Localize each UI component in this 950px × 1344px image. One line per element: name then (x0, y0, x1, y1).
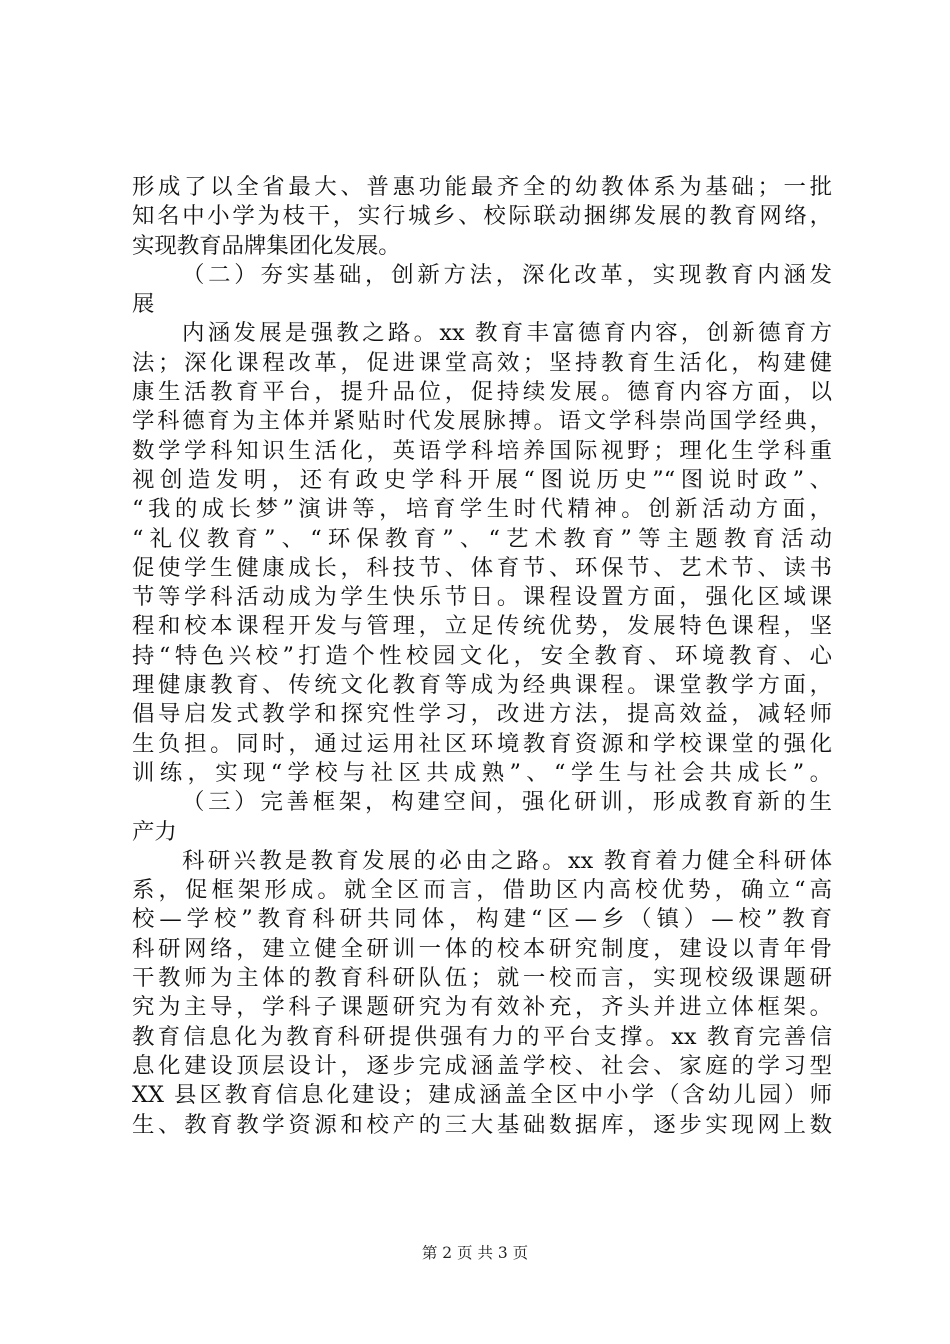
text-line: 知名中小学为枝干，实行城乡、校际联动捆绑发展的教育网络， (132, 203, 832, 230)
text-line: 康生活教育平台，提升品位，促持续发展。德育内容方面，以 (132, 379, 832, 406)
text-line: 促使学生健康成长，科技节、体育节、环保节、艺术节、读书 (132, 554, 832, 581)
text-line: 持“特色兴校”打造个性校园文化，安全教育、环境教育、心 (132, 642, 832, 669)
text-line: 法；深化课程改革，促进课堂高效；坚持教育生活化，构建健 (132, 349, 832, 376)
text-line: 倡导启发式教学和探究性学习，改进方法，提高效益，减轻师 (132, 701, 832, 728)
text-line: “我的成长梦”演讲等，培育学生时代精神。创新活动方面， (132, 496, 832, 523)
text-line: （三）完善框架，构建空间，强化研训，形成教育新的生 (182, 789, 832, 816)
text-line: 形成了以全省最大、普惠功能最齐全的幼教体系为基础；一批 (132, 174, 832, 200)
text-line: XX 县区教育信息化建设；建成涵盖全区中小学（含幼儿园）师 (132, 1082, 832, 1109)
text-line: 产力 (132, 818, 177, 845)
text-line: 究为主导，学科子课题研究为有效补充，齐头并进立体框架。 (132, 994, 832, 1021)
text-line: 息化建设顶层设计，逐步完成涵盖学校、社会、家庭的学习型 (132, 1052, 832, 1079)
text-line: 科研兴教是教育发展的必由之路。xx 教育着力健全科研体 (182, 847, 832, 874)
text-line: 理健康教育、传统文化教育等成为经典课程。课堂教学方面， (132, 672, 832, 699)
text-line: “礼仪教育”、“环保教育”、“艺术教育”等主题教育活动 (132, 525, 832, 552)
text-line: 展 (132, 291, 155, 318)
text-line: 生、教育教学资源和校产的三大基础数据库，逐步实现网上数 (132, 1111, 832, 1138)
text-line: 校—学校”教育科研共同体，构建“区—乡（镇）—校”教育 (132, 906, 832, 933)
document-body (132, 173, 832, 1140)
text-line: 训练，实现“学校与社区共成熟”、“学生与社会共成长”。 (132, 759, 832, 786)
page-footer: 第 2 页 共 3 页 (421, 1244, 529, 1262)
text-line: 实现教育品牌集团化发展。 (132, 232, 401, 259)
text-line: 教育信息化为教育科研提供强有力的平台支撑。xx 教育完善信 (132, 1023, 832, 1050)
text-line: 程和校本课程开发与管理，立足传统优势，发展特色课程，坚 (132, 613, 832, 640)
text-line: 系，促框架形成。就全区而言，借助区内高校优势，确立“高 (132, 877, 832, 904)
text-line: 视创造发明，还有政史学科开展“图说历史”“图说时政”、 (132, 466, 832, 493)
text-line: 生负担。同时，通过运用社区环境教育资源和学校课堂的强化 (132, 730, 832, 757)
text-line: 数学学科知识生活化，英语学科培养国际视野；理化生学科重 (132, 437, 832, 464)
text-line: 科研网络，建立健全研训一体的校本研究制度，建设以青年骨 (132, 935, 832, 962)
text-line: 学科德育为主体并紧贴时代发展脉搏。语文学科崇尚国学经典， (132, 408, 832, 435)
text-line: 干教师为主体的教育科研队伍；就一校而言，实现校级课题研 (132, 965, 832, 992)
text-line: 节等学科活动成为学生快乐节日。课程设置方面，强化区域课 (132, 584, 832, 611)
text-line: （二）夯实基础，创新方法，深化改革，实现教育内涵发 (182, 261, 832, 288)
text-line: 内涵发展是强教之路。xx 教育丰富德育内容，创新德育方 (182, 320, 832, 347)
